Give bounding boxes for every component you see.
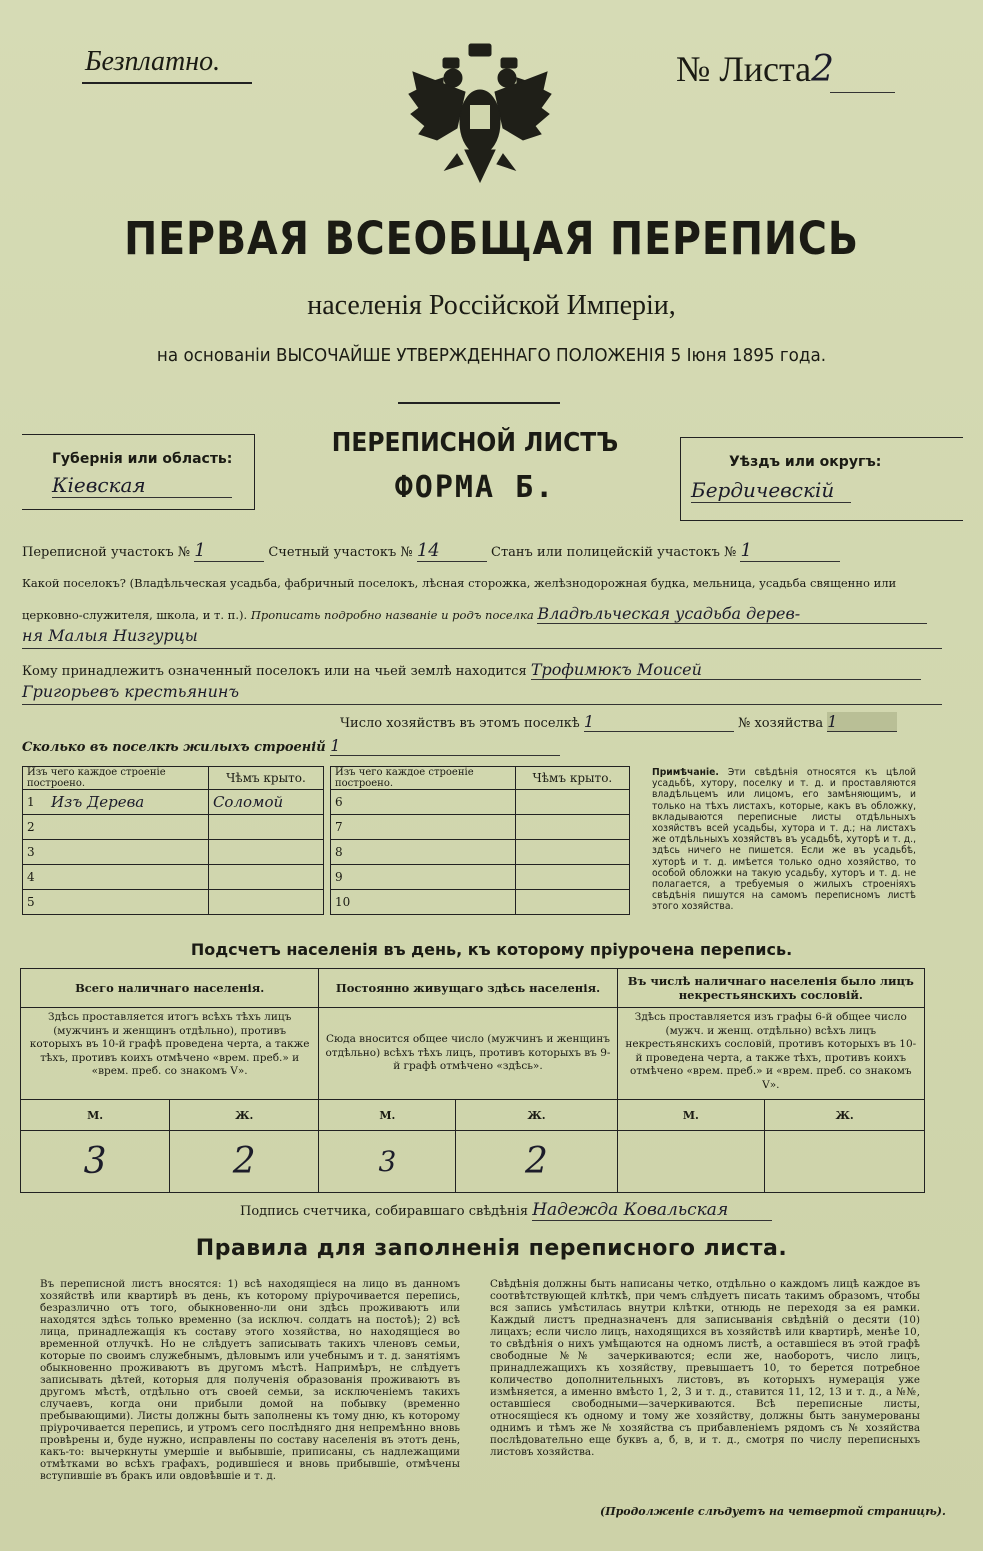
- material-header-right: Изъ чего каждое строеніе построено.: [331, 767, 516, 790]
- stan-field[interactable]: 1: [740, 540, 840, 562]
- roof-cell[interactable]: [208, 815, 323, 840]
- roof-cell[interactable]: [515, 865, 629, 890]
- sheet-number-label: № Листа: [676, 49, 812, 89]
- roof-cell[interactable]: Соломой: [208, 790, 323, 815]
- buildings-field[interactable]: 1: [330, 736, 560, 756]
- households-line: [340, 712, 897, 732]
- roof-cell[interactable]: [208, 840, 323, 865]
- household-no-field[interactable]: 1: [827, 712, 897, 732]
- gubernia-box: [22, 434, 255, 510]
- material-cell[interactable]: [355, 890, 515, 915]
- roof-cell[interactable]: [515, 815, 629, 840]
- count-district-field[interactable]: 14: [417, 540, 487, 562]
- material-cell[interactable]: [355, 840, 515, 865]
- male-header: М.: [319, 1100, 456, 1131]
- table-row: 1 Изъ Дерева Соломой: [23, 790, 324, 815]
- material-header-left: Изъ чего каждое строеніе построено.: [23, 767, 209, 790]
- table-row: 8: [331, 840, 630, 865]
- male-header: М.: [21, 1100, 170, 1131]
- count-head-nonpeasant: Въ числѣ наличнаго населенія было лицъ некрестьянскихъ сословій.: [617, 969, 924, 1008]
- signature-line: [240, 1200, 772, 1221]
- settlement-question-2: церковно-служителя, школа, и т. п.).: [22, 608, 248, 622]
- roof-cell[interactable]: [515, 890, 629, 915]
- table-row: 10: [331, 890, 630, 915]
- households-label: Число хозяйствъ въ этомъ поселкѣ: [340, 716, 580, 731]
- buildings-table-right: [330, 766, 630, 915]
- document-title: ПЕРВАЯ ВСЕОБЩАЯ ПЕРЕПИСЬ: [124, 212, 859, 265]
- rules-right-column: Свѣдѣнія должны быть написаны четко, отдѣльно о каждомъ лицѣ каждое въ соотвѣтствующей клѣткѣ, при чемъ слѣдуетъ писать такимъ образомъ, чтобы вся запись умѣстилась внутри клѣтки, отнюдь не переходя за ея рамки. Каждый листъ предназначенъ для записыванія свѣдѣній о десяти (10) лицахъ; если число лицъ, находящихся въ хозяйствѣ или квартирѣ, менѣе 10, то свѣдѣнія о нихъ умѣщаются на одномъ листѣ, а оставшіеся въ этой графѣ свободные №№ зачеркиваются; если же, наоборотъ, число лицъ, принадлежащихъ къ хозяйству, превышаетъ 10, то берется потребное количество дополнительныхъ листовъ, въ которыхъ нумерація уже измѣняется, а именно вмѣсто 1, 2, 3 и т. д., ставится 11, 12, 13 и т. д., а №№, оставшіеся свободными—зачеркиваются. Всѣ переписные листы, относящіеся къ одному и тому же хозяйству, должны быть занумерованы однимъ и тѣмъ же № хозяйства съ прибавленіемъ рядомъ съ № хозяйства послѣдовательно еще буквъ а, б, в, и т. д., смотря по числу переписныхъ листовъ хозяйства.: [490, 1278, 920, 1458]
- roof-cell[interactable]: [515, 790, 629, 815]
- owner-field-1[interactable]: Трофимюкъ Моисей: [531, 660, 921, 680]
- owner-label: Кому принадлежитъ означенный поселокъ или на чьей землѣ находится: [22, 664, 527, 679]
- roof-cell[interactable]: [515, 840, 629, 865]
- free-label: Безплатно.: [85, 46, 221, 77]
- sheet-number-value: 2: [811, 49, 835, 90]
- uezd-label: Уѣздъ или округъ:: [729, 454, 882, 470]
- permanent-male-cell[interactable]: 3: [319, 1131, 456, 1193]
- gubernia-field[interactable]: Кіевская: [52, 473, 232, 498]
- rules-continued: (Продолженіе слѣдуетъ на четвертой страницѣ).: [600, 1505, 946, 1518]
- note-label: Примѣчаніе.: [652, 767, 719, 778]
- settlement-question: Какой поселокъ? (Владѣльческая усадьба, фабричный поселокъ, лѣсная сторожка, желѣзнодорожная будка, мельница, усадьба священно или: [22, 576, 897, 590]
- settlement-hint: Прописать подробно названіе и родъ поселка: [250, 608, 534, 622]
- households-field[interactable]: 1: [584, 712, 734, 732]
- table-row: 4: [23, 865, 324, 890]
- document-subtitle: населенія Россійской Имперіи,: [307, 290, 676, 321]
- count-desc-nonpeasant: Здѣсь проставляется изъ графы 6-й общее число (мужч. и женщ. отдѣльно) всѣхъ лицъ некрестьянскихъ сословій, противъ которыхъ въ 10-й проведена черта, а также тѣхъ, противъ коихъ отмѣчено «врем. преб.» и «врем. преб. со знакомъ V».: [617, 1008, 924, 1100]
- buildings-note: [652, 767, 916, 913]
- double-headed-eagle-icon: [405, 42, 555, 192]
- count-head-total: Всего наличнаго населенія.: [21, 969, 319, 1008]
- district-line: [22, 540, 840, 562]
- signature-label: Подпись счетчика, собиравшаго свѣдѣнія: [240, 1204, 529, 1219]
- material-cell[interactable]: [355, 790, 515, 815]
- owner-field-2[interactable]: Григорьевъ крестьянинъ: [22, 682, 942, 705]
- census-district-label: Переписной участокъ №: [22, 545, 191, 560]
- signature-field[interactable]: Надежда Ковальская: [532, 1200, 772, 1221]
- nonpeasant-female-cell[interactable]: [765, 1131, 925, 1193]
- settlement-line-1: [22, 604, 962, 624]
- count-head-permanent: Постоянно живущаго здѣсь населенія.: [319, 969, 617, 1008]
- stan-label: Станъ или полицейскій участокъ №: [491, 545, 737, 560]
- buildings-label: Сколько въ поселкѣ жилыхъ строеній: [22, 740, 326, 755]
- roof-cell[interactable]: [208, 865, 323, 890]
- material-cell[interactable]: Изъ Дерева: [47, 790, 208, 815]
- table-row: 9: [331, 865, 630, 890]
- census-district-field[interactable]: 1: [194, 540, 264, 562]
- roof-header-left: Чѣмъ крыто.: [208, 767, 323, 790]
- buildings-line: [22, 736, 560, 756]
- note-text: Эти свѣдѣнія относятся къ цѣлой усадьбѣ, хутору, поселку и т. д. и проставляются владѣльцемъ или лицомъ, его замѣняющимъ, и только на тѣхъ листахъ, которые, какъ въ обложку, вкладываются переписные листы отдѣльныхъ хозяйствъ всей усадьбы, хутора и т. д.; на листахъ же отдѣльныхъ хозяйствъ въ усадьбѣ, хуторѣ и т. д., здѣсь ничего не пишется. Если же въ усадьбѣ, хуторѣ и т. д. имѣется только одно хозяйство, то особой обложки на такую усадьбу, хуторъ и т. д. не полагается, а требуемыя о жилыхъ строеніяхъ свѣдѣнія пишутся на самомъ переписномъ листѣ этого хозяйства.: [652, 767, 916, 913]
- total-female-cell[interactable]: 2: [170, 1131, 319, 1193]
- male-header: М.: [617, 1100, 765, 1131]
- household-no-label: № хозяйства: [738, 716, 824, 731]
- material-cell[interactable]: [355, 865, 515, 890]
- settlement-field-2[interactable]: ня Малыя Низгурцы: [22, 626, 942, 649]
- free-underline: [82, 82, 252, 84]
- legal-basis: на основаніи ВЫСОЧАЙШЕ УТВЕРЖДЕННАГО ПОЛОЖЕНІЯ 5 Іюня 1895 года.: [156, 345, 827, 366]
- roof-cell[interactable]: [208, 890, 323, 915]
- uezd-box: [680, 437, 963, 521]
- material-cell[interactable]: [47, 840, 208, 865]
- buildings-table-left: [22, 766, 324, 915]
- material-cell[interactable]: [355, 815, 515, 840]
- population-count-table: [20, 968, 925, 1193]
- form-name: ФОРМА Б.: [394, 470, 556, 505]
- owner-line: [22, 660, 962, 680]
- material-cell[interactable]: [47, 890, 208, 915]
- table-row: 2: [23, 815, 324, 840]
- table-row: 3: [23, 840, 324, 865]
- count-desc-permanent: Сюда вносится общее число (мужчинъ и женщинъ отдѣльно) всѣхъ тѣхъ лицъ, противъ которыхъ въ 9-й графѣ отмѣчено «здѣсь».: [319, 1008, 617, 1100]
- gubernia-label: Губернія или область:: [52, 451, 233, 467]
- female-header: Ж.: [170, 1100, 319, 1131]
- sheet-number: [676, 48, 834, 90]
- table-row: 7: [331, 815, 630, 840]
- permanent-female-cell[interactable]: 2: [456, 1131, 617, 1193]
- table-row: 6: [331, 790, 630, 815]
- female-header: Ж.: [765, 1100, 925, 1131]
- settlement-field-1[interactable]: Владѣльческая усадьба дерев-: [537, 604, 927, 624]
- female-header: Ж.: [456, 1100, 617, 1131]
- roof-header-right: Чѣмъ крыто.: [515, 767, 629, 790]
- total-male-cell[interactable]: 3: [21, 1131, 170, 1193]
- header-rule: [398, 402, 560, 404]
- count-title: Подсчетъ населенія въ день, къ которому пріурочена перепись.: [190, 940, 793, 959]
- rules-left-column: Въ переписной листъ вносятся: 1) всѣ находящіеся на лицо въ данномъ хозяйствѣ или квартирѣ въ день, къ которому пріурочивается перепись, безразлично отъ того, обыкновенно-ли они здѣсь проживаютъ или находятся здѣсь только временно (за исключ. солдатъ на постоѣ); 2) всѣ лица, принадлежащія къ составу этого хозяйства, но находящіеся во временной отлучкѣ. Но не слѣдуетъ записывать такихъ членовъ семьи, которые по своимъ служебнымъ, дѣловымъ или учебнымъ и т. д. занятіямъ обыкновенно проживаютъ въ другомъ мѣстѣ. Напримѣръ, не слѣдуетъ записывать дѣтей, которыя для полученія образованія проживаютъ въ другомъ мѣстѣ, отдѣльно отъ своей семьи, за исключеніемъ такихъ случаевъ, когда они прибыли домой на побывку (временно пребывающими). Листы должны быть заполнены къ тому дню, къ которому пріурочивается перепись, и утромъ сего послѣдняго дня непремѣнно вновь провѣрены и, буде нужно, исправлены по составу населенія въ этотъ день, какъ-то: вычеркнуты умершіе и выбывшіе, приписаны, съ надлежащими отмѣтками во всѣхъ графахъ, родившіеся и вновь прибывшіе, отмѣчены вступившіе въ бракъ или овдовѣвшіе и т. д.: [40, 1278, 460, 1482]
- rules-title: Правила для заполненія переписного листа.: [195, 1236, 788, 1261]
- count-district-label: Счетный участокъ №: [268, 545, 413, 560]
- material-cell[interactable]: [47, 815, 208, 840]
- count-desc-total: Здѣсь проставляется итогъ всѣхъ тѣхъ лицъ (мужчинъ и женщинъ отдѣльно), противъ которыхъ въ 10-й графѣ проведена черта, а также тѣхъ, противъ коихъ отмѣчено «врем. преб.» и «врем. преб. со знакомъ V».: [21, 1008, 319, 1100]
- nonpeasant-male-cell[interactable]: [617, 1131, 765, 1193]
- form-title: ПЕРЕПИСНОЙ ЛИСТЪ: [331, 428, 619, 458]
- material-cell[interactable]: [47, 865, 208, 890]
- uezd-field[interactable]: Бердичевскій: [691, 478, 851, 503]
- sheet-number-underline: [830, 92, 895, 93]
- table-row: 5: [23, 890, 324, 915]
